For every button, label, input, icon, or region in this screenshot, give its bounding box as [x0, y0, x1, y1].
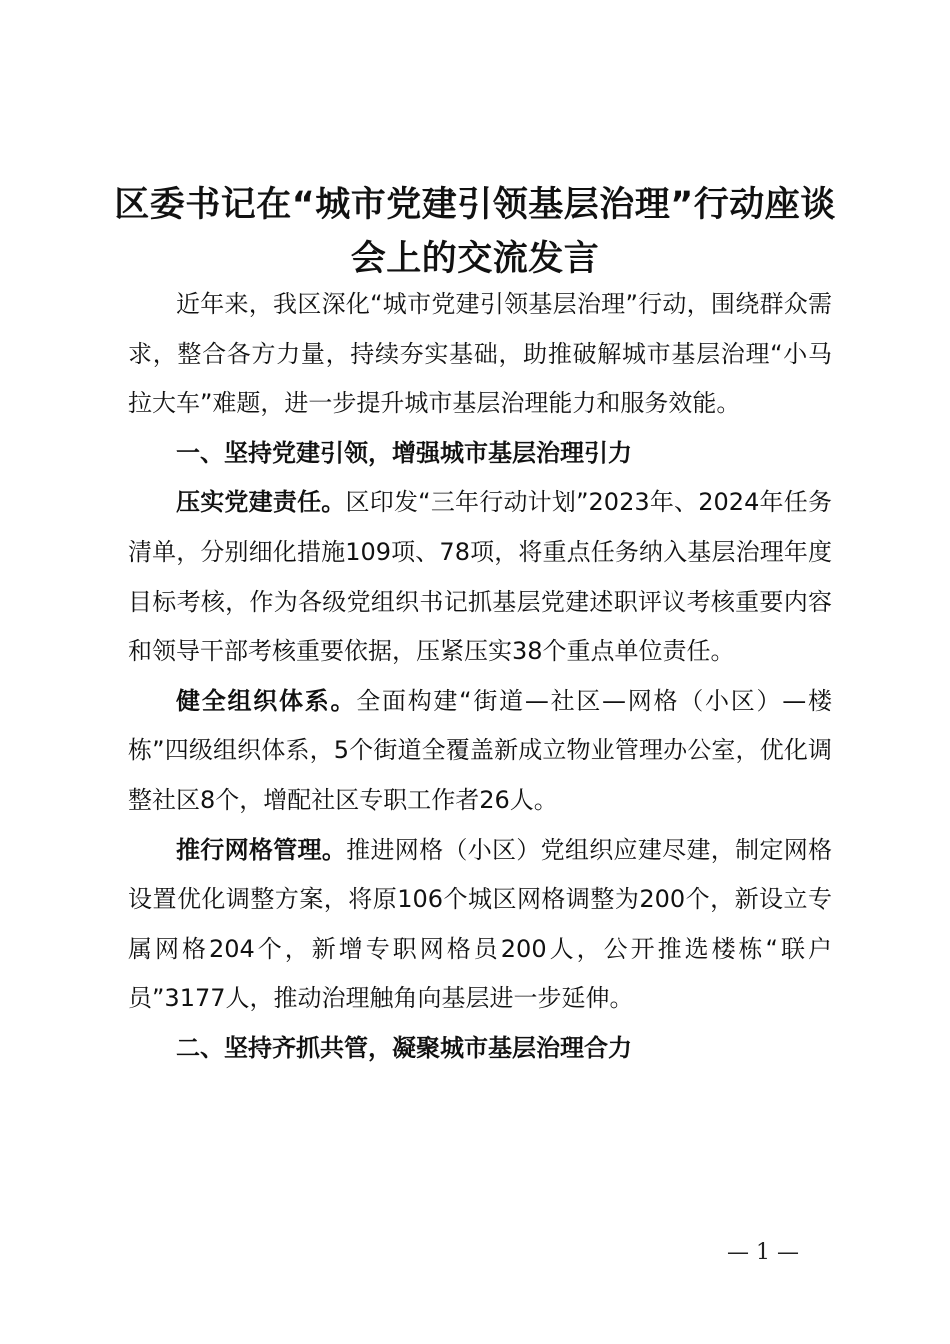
paragraph-party-responsibility: [128, 478, 832, 676]
paragraph-text: 推进网格（小区）党组织应建尽建，制定网格设置优化调整方案，将原106个城区网格调整为200个，新设立专属网格204个，新增专职网格员200人，公开推选楼栋“联户员”3177人，推动治理触角向基层进一步延伸。: [128, 835, 833, 1013]
paragraph-lead: 健全组织体系。: [176, 686, 357, 715]
title-line-2: 会上的交流发言: [350, 239, 600, 279]
title-line-1: 区委书记在“城市党建引领基层治理”行动座谈: [114, 185, 836, 225]
paragraph-text: 区印发“三年行动计划”2023年、2024年任务清单，分别细化措施109项、78项，将重点任务纳入基层治理年度目标考核，作为各级党组织书记抓基层党建述职评议考核重要内容和领导干部考核重要依据，压紧压实38个重点单位责任。: [128, 488, 832, 666]
page-number: — 1 —: [727, 1240, 799, 1265]
paragraph-grid-management: [128, 826, 832, 1024]
intro-paragraph: 近年来，我区深化“城市党建引领基层治理”行动，围绕群众需求，整合各方力量，持续夯实基础，助推破解城市基层治理“小马拉大车”难题，进一步提升城市基层治理能力和服务效能。: [128, 290, 832, 418]
section-heading-1: 一、坚持党建引领，增强城市基层治理引力: [176, 438, 632, 467]
section-heading-2: 二、坚持齐抓共管，凝聚城市基层治理合力: [176, 1033, 632, 1062]
paragraph-text: 全面构建“街道—社区—网格（小区）—楼栋”四级组织体系，5个街道全覆盖新成立物业管理办公室，优化调整社区8个，增配社区专职工作者26人。: [128, 686, 833, 814]
paragraph-lead: 压实党建责任。: [176, 488, 346, 517]
document-title: [110, 178, 840, 286]
paragraph-organization-system: [128, 677, 832, 826]
document-body: [128, 280, 832, 1074]
paragraph-lead: 推行网格管理。: [176, 835, 347, 864]
